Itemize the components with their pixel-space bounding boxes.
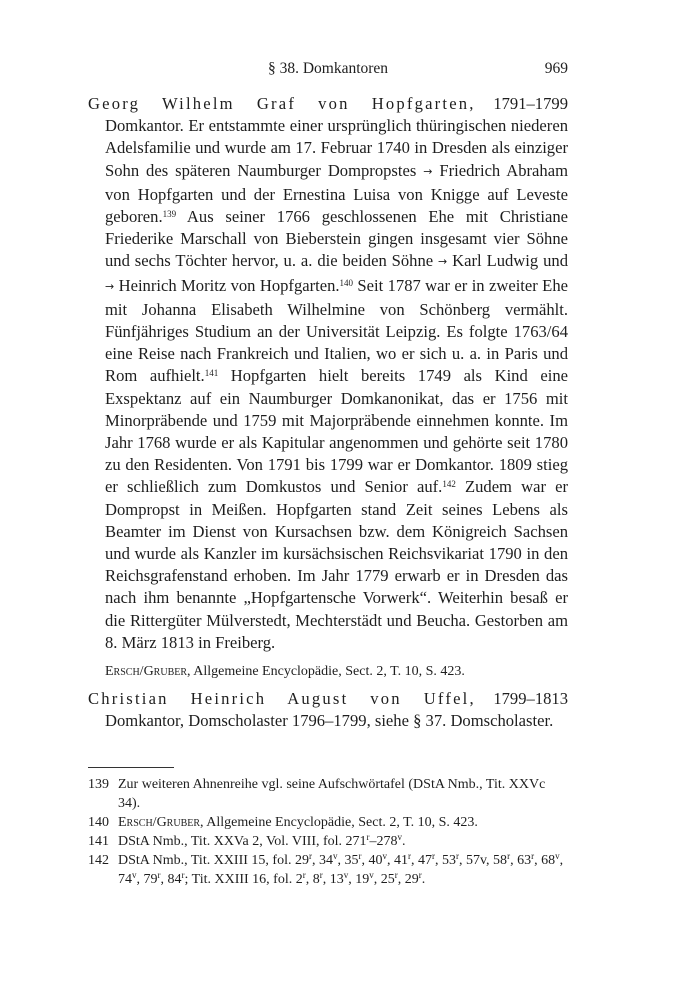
person-name: Georg Wilhelm Graf von Hopfgarten	[88, 94, 470, 113]
entry-hopfgarten: Georg Wilhelm Graf von Hopfgarten, 1791–1799 Domkantor. Er entstammte einer ursprünglich thüringischen niederen Adelsfamilie und wurde am 17. Februar 1740 in Dresden als einziger Sohn des späteren Naumburger Dompropstes → Friedrich Abraham von Hopfgarten und der Ernestina Luisa von Knigge auf Leveste geboren.$^{139}$ Aus seiner 1766 geschlossenen Ehe mit Christiane Friederike Marschall von Bieberstein gingen insgesamt vier Söhne und sechs Töchter hervor, u. a. die beiden Söhne → Karl Ludwig und → Heinrich Moritz von Hopfgarten.$^{140}$ Seit 1787 war er in zweiter Ehe mit Johanna Elisabeth Wilhelmine von Schönberg vermählt. Fünfjähriges Studium an der Universität Leipzig. Es folgte 1763/64 eine Reise nach Frankreich und Italien, wo er sich u. a. in Paris und Rom aufhielt.$^{141}$ Hopfgarten hielt bereits 1749 als Kind eine Exspektanz auf ein Naumburger Domkanonikat, das er 1756 mit Minorpräbende und 1759 mit Majorpräbende einnehmen konnte. Im Jahr 1768 wurde er als Kapitular angenommen und gehörte seit 1780 zu den Residenten. Von 1791 bis 1799 war er Domkantor. 1809 stieg er schließlich zum Domkustos und Senior auf.$^{142}$ Zudem war er Dompropst in Meißen. Hopfgarten stand Zeit seines Lebens als Beamter im Dienst von Kursachsen bzw. dem Königreich Sachsen und wurde als Kanzler im kursächsischen Reichsvikariat 1790 in den Reichsgrafenstand erhoben. Im Jahr 1779 erwarb er in Dresden das nach ihm benannte „Hopfgartensche Vorwerk“. Weiterhin besaß er die Rittergüter Mülverstedt, Mechterstädt und Beucha. Gestorben am 8. März 1813 in Freiberg.	[88, 94, 569, 652]
footnote-divider	[88, 767, 174, 768]
footnote-number: 141	[88, 834, 109, 849]
entry-uffel: Christian Heinrich August von Uffel, 1799–1813 Domkantor, Domscholaster 1796–1799, siehe § 37. Domscholaster.	[88, 689, 569, 731]
biblio-author: Ersch/Gruber	[105, 664, 188, 680]
footnote-139: 139 Zur weiteren Ahnenreihe vgl. seine Aufschwörtafel (DStA Nmb., Tit. XXVc 34).	[88, 777, 546, 811]
person-name: Christian Heinrich August von Uffel	[88, 689, 470, 709]
cross-reference-arrow-icon: →	[423, 164, 433, 178]
bibliography-line: Ersch/Gruber, Allgemeine Encyclopädie, Sect. 2, T. 10, S. 423.	[105, 664, 465, 680]
footnote-ref-140[interactable]: 140	[339, 277, 354, 288]
footnote-number: 139	[88, 777, 109, 792]
running-head	[88, 60, 568, 82]
footnote-ref-142[interactable]: 142	[442, 479, 456, 490]
footnote-number: 140	[88, 815, 109, 830]
footnote-ref-139[interactable]: 139	[162, 209, 177, 220]
footnotes	[88, 775, 568, 889]
cross-reference-arrow-icon: →	[105, 279, 115, 293]
footnote-140: 140 Ersch/Gruber, Allgemeine Encyclopädie, Sect. 2, T. 10, S. 423.	[88, 815, 478, 830]
running-title: § 38. Domkantoren	[267, 60, 389, 77]
footnote-ref-141[interactable]: 141	[204, 368, 219, 379]
biblio-author: Ersch/Gruber	[118, 815, 201, 830]
page-number: 969	[544, 60, 568, 77]
cross-reference-arrow-icon: →	[438, 255, 448, 269]
footnote-141: 141 DStA Nmb., Tit. XXVa 2, Vol. VIII, fol. 271$^r$–278$^v$.	[88, 832, 406, 849]
entries	[88, 93, 568, 732]
footnote-text: DStA Nmb., Tit. XXIII 15, fol. 29$^r$, 34$^v$, 35$^r$, 40$^v$, 41$^r$, 47$^r$, 53$^r$, 57v, 58$^r$, 63$^r$, 68$^v$, 74$^v$, 79$^r$, 84$^r$; Tit. XXIII 16, fol. 2$^r$, 8$^r$, 13$^v$, 19$^v$, 25$^r$, 29$^r$.	[118, 851, 564, 887]
footnote-142	[88, 851, 568, 889]
footnote-number: 142	[88, 853, 109, 868]
